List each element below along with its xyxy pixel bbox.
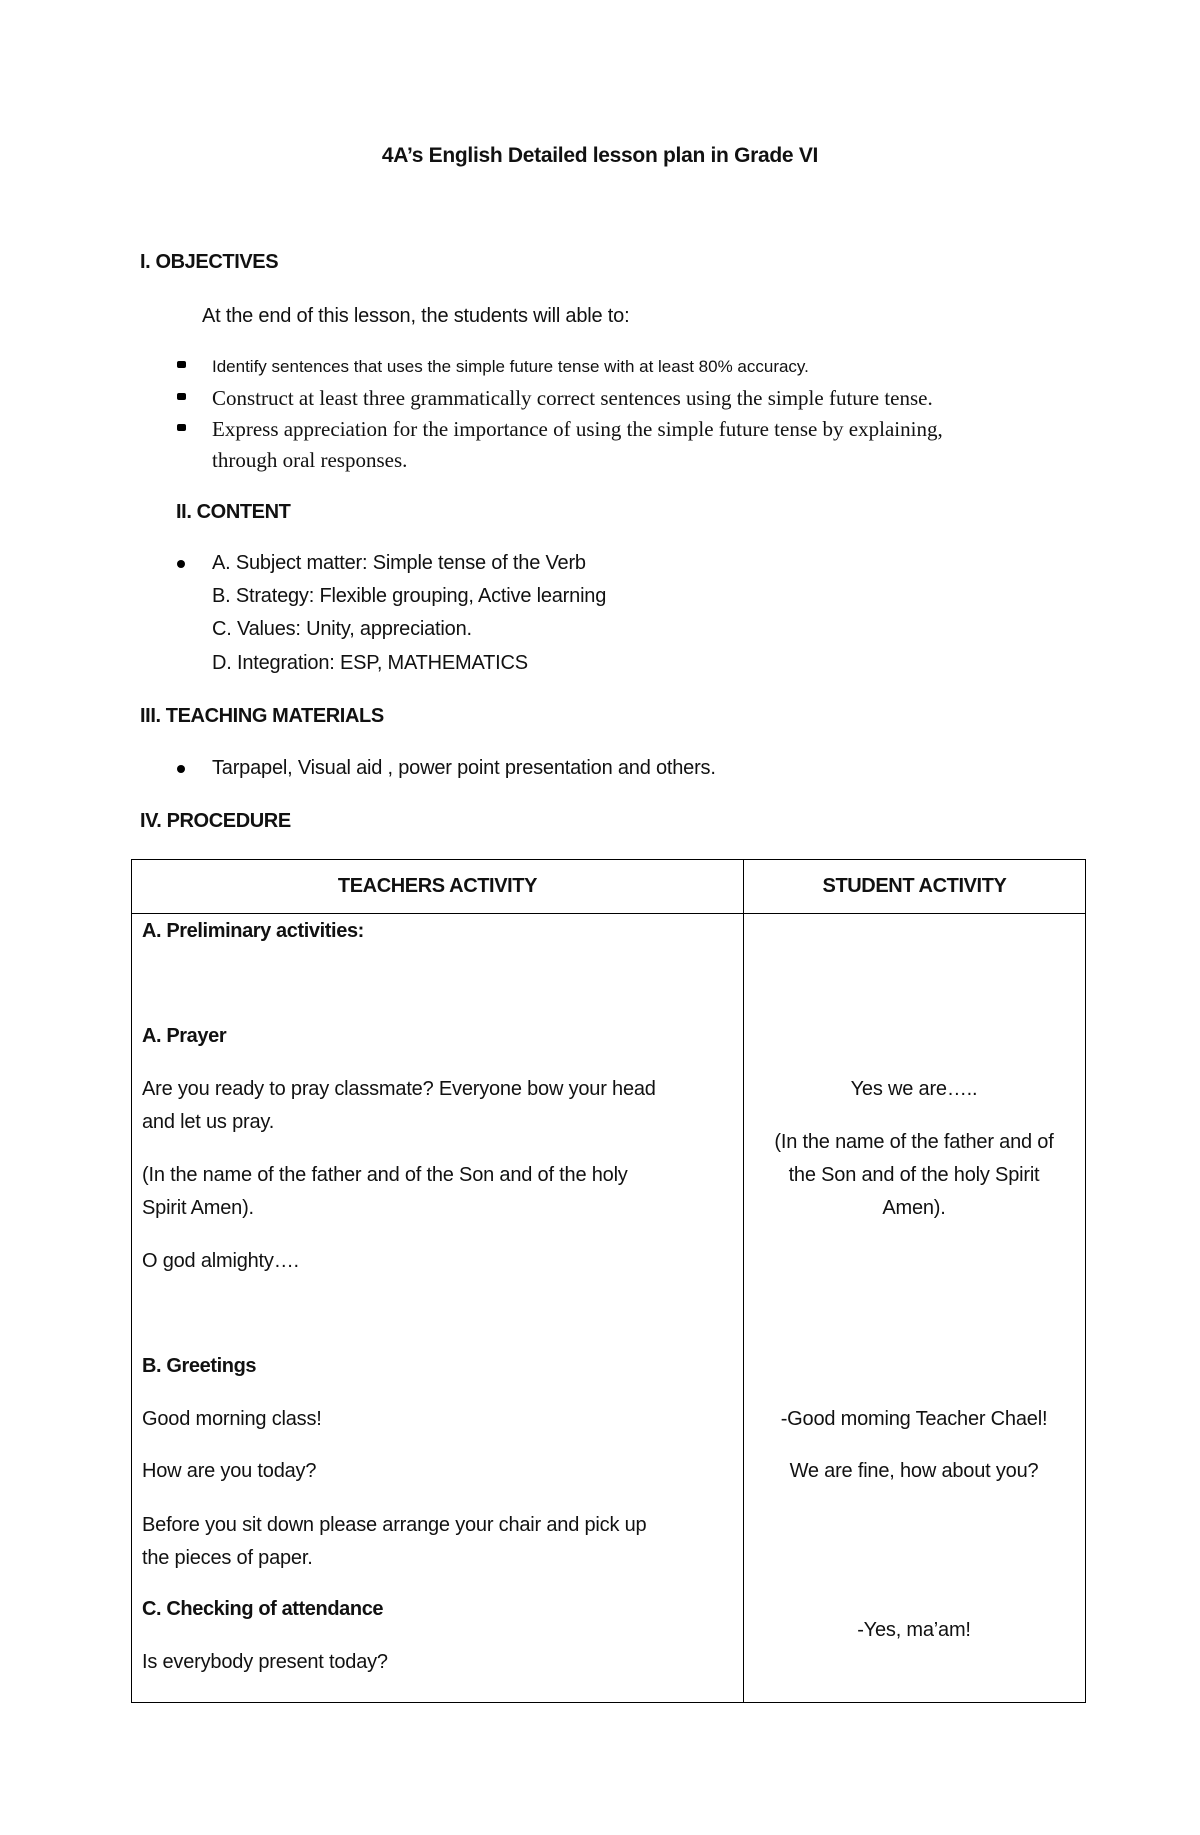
teacher-line: Before you sit down please arrange your chair and pick up [142,1514,647,1536]
greetings-heading: B. Greetings [142,1355,257,1377]
prayer-heading: A. Prayer [142,1025,227,1047]
student-line: (In the name of the father and of [774,1131,1054,1153]
objective-item-continuation: through oral responses. [212,448,408,472]
content-item: A. Subject matter: Simple tense of the Verb [212,552,586,574]
table-row [132,914,1086,1703]
student-activity-header: STUDENT ACTIVITY [744,860,1086,914]
student-line: -Good moming Teacher Chael! [780,1408,1048,1430]
teacher-line: Good morning class! [142,1408,322,1430]
teacher-line: and let us pray. [142,1111,275,1133]
content-item: C. Values: Unity, appreciation. [212,618,472,640]
bullet-icon [177,393,186,400]
content-heading: II. CONTENT [176,501,291,523]
table-header-row [132,860,1086,914]
teacher-line: How are you today? [142,1460,317,1482]
document-title: 4A’s English Detailed lesson plan in Grade VI [381,144,819,167]
teacher-activity-cell [132,914,744,1703]
student-line: Amen). [882,1197,946,1219]
procedure-table [131,859,1086,1703]
content-item: D. Integration: ESP, MATHEMATICS [212,652,528,674]
bullet-icon [177,765,185,773]
objective-item: Identify sentences that uses the simple future tense with at least 80% accuracy. [212,357,809,376]
student-line: the Son and of the holy Spirit [788,1164,1040,1186]
procedure-heading: IV. PROCEDURE [140,810,291,832]
teachers-activity-header: TEACHERS ACTIVITY [132,860,744,914]
objectives-heading: I. OBJECTIVES [140,251,279,273]
teacher-line: Is everybody present today? [142,1651,388,1673]
bullet-icon [177,424,186,431]
student-activity-cell [744,914,1086,1703]
teacher-line: Are you ready to pray classmate? Everyone bow your head [142,1078,656,1100]
student-line: -Yes, ma’am! [857,1619,971,1641]
teacher-line: O god almighty…. [142,1250,299,1272]
bullet-icon [177,361,186,368]
objectives-intro: At the end of this lesson, the students will able to: [202,305,630,327]
objective-item: Construct at least three grammatically correct sentences using the simple future tense. [212,386,933,410]
teacher-line: the pieces of paper. [142,1547,313,1569]
student-line: Yes we are….. [850,1078,978,1100]
objective-item: Express appreciation for the importance of using the simple future tense by explaining, [212,417,943,441]
attendance-heading: C. Checking of attendance [142,1598,384,1620]
teacher-line: Spirit Amen). [142,1197,254,1219]
content-item: B. Strategy: Flexible grouping, Active learning [212,585,607,607]
student-line: We are fine, how about you? [789,1460,1039,1482]
materials-heading: III. TEACHING MATERIALS [140,705,384,727]
bullet-icon [177,560,185,568]
materials-item: Tarpapel, Visual aid , power point presentation and others. [212,757,716,779]
teacher-line: (In the name of the father and of the Son and of the holy [142,1164,628,1186]
preliminary-heading: A. Preliminary activities: [142,920,364,942]
